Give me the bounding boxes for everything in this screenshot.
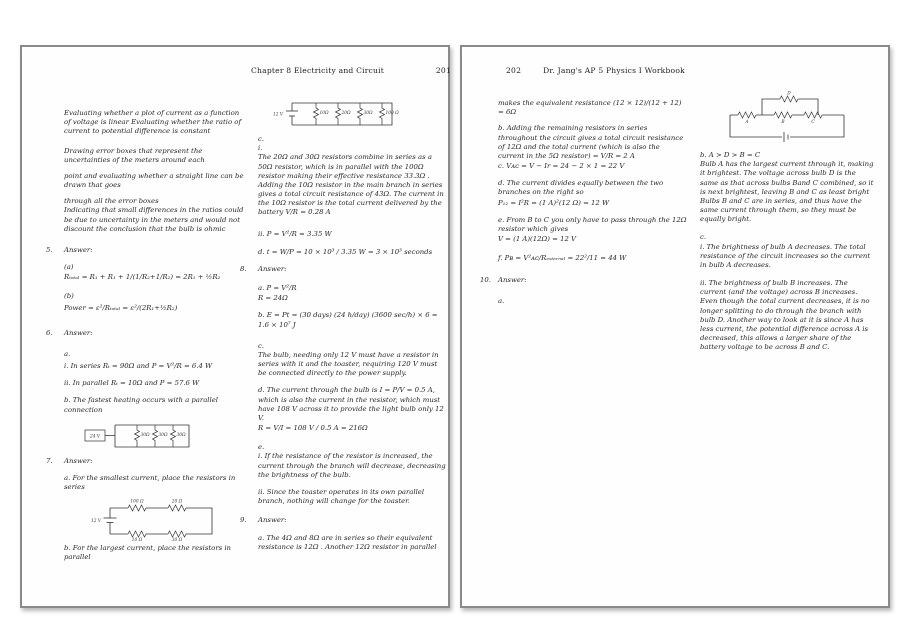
formula: R = 24Ω: [258, 294, 288, 303]
answer-item-6: [46, 328, 244, 451]
page-202: [460, 45, 890, 608]
paragraph: Indicating that small differences in the ratios could be due to uncertainty in the meters and would not discount the conclusion that the bulb is ohmic: [64, 206, 244, 233]
left-page-column-2: [240, 97, 446, 552]
answer-item-7: [46, 456, 244, 563]
wire: [730, 99, 844, 137]
paragraph: The 20Ω and 30Ω resistors combine in series as a 50Ω resistor, which is in parallel with the 100Ω resistor making their effective resistance 33.3Ω . Adding the 10Ω resistor in the main branch in series gives a total circuit resistance of 43Ω. The current in the 10Ω resistor is the total current delivered by the battery V/R = 0.28 A: [258, 153, 444, 217]
page-number: 202: [506, 66, 522, 75]
item-number: 6.: [46, 328, 53, 337]
paragraph: Evaluating whether a plot of current as a function of voltage is linear Evaluating whether the ratio of current to potential difference is constant: [64, 109, 241, 136]
part-label: i.: [258, 144, 263, 153]
paragraph: a. The 4Ω and 8Ω are in series so their equivalent resistance is 12Ω . Another 12Ω resistor in parallel: [258, 533, 437, 551]
formula: c. Vᴀᴄ = V − Ir = 24 − 2 × 1 = 22 V: [498, 162, 625, 171]
paragraph: ii. Since the toaster operates in its own parallel branch, nothing will change for the toaster.: [258, 487, 425, 506]
resistor-symbol: [314, 103, 319, 125]
item-number: 9.: [240, 516, 247, 525]
part-label: c.: [258, 341, 265, 350]
item-number: 8.: [240, 264, 247, 273]
resistor-label: 10 Ω: [131, 538, 143, 543]
paragraph: Drawing error boxes that represent the uncertainties of the meters around each: [64, 146, 205, 164]
part-label: b. A > D > B = C: [700, 151, 761, 159]
resistor-label: 30Ω: [158, 432, 168, 438]
paragraph: i. If the resistance of the resistor is increased, the current through the branch will decrease, decreasing the brightness of the bulb.: [258, 452, 446, 479]
answer-label: Answer:: [258, 264, 287, 273]
formula: P₁₂ = I²R = (1 A)²(12 Ω) = 12 W: [498, 198, 610, 207]
paragraph: b. The fastest heating occurs with a parallel connection: [64, 396, 218, 414]
formula: ii. In parallel Rₜ = 10Ω and P = 57.6 W: [64, 379, 200, 388]
resistor-symbol: [153, 425, 158, 447]
answer-label: Answer:: [64, 456, 93, 465]
item-number: 7.: [46, 456, 53, 465]
resistor-label: 30Ω: [176, 432, 186, 438]
resistor-label: 20Ω: [341, 111, 351, 116]
answer-item-5: [46, 245, 244, 313]
resistor-label: 20 Ω: [171, 499, 183, 505]
page-header-right: [506, 66, 685, 75]
page-201: [20, 45, 450, 608]
part-label: c.: [700, 233, 707, 242]
item-number: 10.: [480, 276, 491, 285]
book-title: Dr. Jang's AP 5 Physics I Workbook: [543, 66, 685, 75]
battery-label: 24 V: [90, 434, 100, 440]
formula: f. Pʙ = V²ᴀᴄ/Rₑₓₜₑᵣₙₐₗ = 22²/11 = 44 W: [498, 254, 627, 263]
paragraph: b. For the largest current, place the resistors in parallel: [64, 544, 231, 562]
resistor-symbol: [128, 505, 146, 511]
bulb-label: A: [745, 120, 749, 125]
paragraph: d. The current through the bulb is I = P/V = 0.5 A, which is also the current in the resistor, which must have 108 V across it to provide the light bulb only 12 V.: [258, 386, 444, 422]
chapter-title: Chapter 8 Electricity and Circuit: [251, 66, 384, 75]
paragraph: e. From B to C you only have to pass through the 12Ω resistor which gives: [498, 215, 687, 233]
battery-label: 12 V: [273, 112, 283, 118]
resistor-symbol: [168, 531, 186, 537]
answer-label: Answer:: [64, 328, 93, 337]
circuit-diagram-series-resistors: [90, 494, 218, 542]
answer-item-9: [240, 516, 446, 552]
answer-item-10: [480, 276, 688, 305]
resistor-label: 10Ω: [319, 111, 329, 116]
page-header-left: [251, 66, 451, 75]
circuit-diagram-parallel-bulbs: [82, 419, 202, 451]
resistor-label: 30Ω: [363, 111, 373, 116]
bulb-label: B: [781, 120, 785, 125]
formula: Rₜₒₜₐₗ = R₁ + R₁ + 1/(1/R₂+1/R₂) = 2R₁ + ½R₂: [64, 273, 221, 282]
bulb-label: D: [787, 91, 791, 97]
part-label: a.: [498, 296, 505, 305]
formula: R = V/I = 108 V / 0.5 A = 216Ω: [258, 424, 368, 433]
battery-label: 12 V: [91, 519, 101, 525]
paragraph: a. For the smallest current, place the resistors in series: [64, 473, 236, 492]
resistor-label: 100 Ω: [130, 499, 144, 505]
formula: a. P = V²/R: [258, 284, 297, 293]
paragraph: d. The current divides equally between the two branches on the right so: [498, 179, 664, 197]
answer-label: Answer:: [498, 276, 527, 285]
resistor-symbol: [336, 103, 341, 125]
part-label: (b): [64, 292, 74, 301]
resistor-symbol: [380, 103, 385, 125]
paragraph: ii. The brightness of bulb B increases. The current (and the voltage) across B increases. Even though the total current decreases, it is no longer splitting to do through the branch with bulb D. Another way to look at it is since A has less current, the potential difference across A is decreased, this allows a larger share of the battery voltage to be across B and C.: [700, 279, 870, 352]
resistor-symbol: [171, 425, 176, 447]
resistor-label: 30Ω: [140, 432, 150, 438]
item-number: 5.: [46, 245, 53, 254]
resistor-label: 100 Ω: [385, 111, 399, 116]
formula: ii. P = V²/R = 3.35 W: [258, 229, 332, 238]
paragraph: Bulb A has the largest current through it, making it brightest. The voltage across bulb D is the same as that across bulbs Band C combined, so it is next brightest, leaving B and C as least bright Bulbs B and C are in series, and thus have the same current through them, so they must be equally bright.: [700, 160, 874, 224]
wire: [110, 508, 212, 534]
part-label: e.: [258, 443, 265, 452]
circuit-diagram-combination: [272, 97, 404, 129]
right-page-column-2: [700, 89, 876, 352]
formula: i. In series Rₜ = 90Ω and P = V²/R = 6.4 W: [64, 362, 213, 371]
answer-label: Answer:: [258, 516, 287, 525]
paragraph: point and evaluating whether a straight line can be drawn that goes: [64, 171, 244, 190]
paragraph: i. The brightness of bulb A decreases. The total resistance of the circuit increases so the current in bulb A decreases.: [700, 242, 871, 269]
paragraph: makes the equivalent resistance (12 × 12)/(12 + 12) = 6Ω: [498, 99, 682, 117]
formula: b. E = Pt = (30 days) (24 h/day) (3600 sec/h) × 6 = 1.6 × 10⁷ J: [258, 311, 438, 329]
right-page-column-1: [480, 99, 688, 306]
answer-label: Answer:: [64, 245, 93, 254]
part-label: a.: [64, 349, 71, 358]
part-label: (a): [64, 263, 74, 272]
resistor-symbol: [168, 505, 186, 511]
circuit-diagram-bulbs-abcd: [718, 89, 853, 147]
part-label: c.: [258, 135, 265, 143]
bulb-a-symbol: [738, 112, 756, 118]
bulb-label: C: [811, 120, 815, 125]
bulb-d-symbol: [780, 96, 798, 102]
resistor-symbol: [358, 103, 363, 125]
resistor-label: 30 Ω: [171, 538, 183, 543]
paragraph: through all the error boxes: [64, 197, 159, 206]
formula: Power = ε²/Rₜₒₜₐₗ = ε²/(2R₁+½R₂): [64, 303, 178, 312]
bulb-c-symbol: [804, 112, 822, 118]
paragraph: The bulb, needing only 12 V must have a resistor in series with it and the toaster, requiring 120 V must be connected directly to the power supply.: [258, 350, 439, 378]
resistor-symbol: [135, 425, 140, 447]
resistor-symbol: [128, 531, 146, 537]
left-page-column-1: [46, 109, 244, 563]
formula: V = (1 A)(12Ω) = 12 V: [498, 235, 577, 244]
paragraph: b. Adding the remaining resistors in series throughout the circuit gives a total circuit resistance of 12Ω and the total current (which is also the current in the 5Ω resistor) = V/R = 2 A: [498, 124, 684, 160]
page-number: 201: [435, 66, 451, 75]
answer-item-8: [240, 264, 446, 506]
bulb-b-symbol: [774, 112, 792, 118]
formula: d. t = W/P = 10 × 10³ / 3.35 W = 3 × 10³ seconds: [258, 247, 433, 256]
